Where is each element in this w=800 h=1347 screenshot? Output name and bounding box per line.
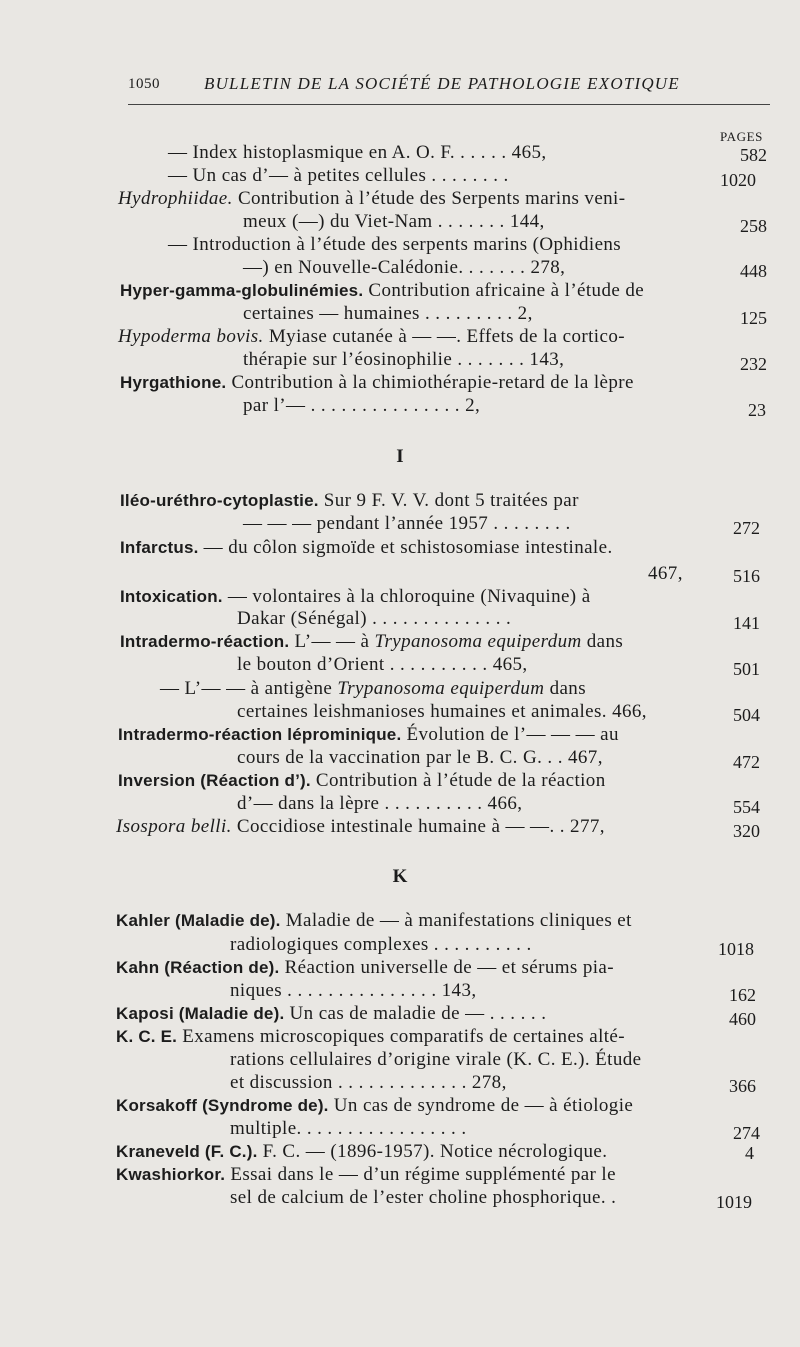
entry-heading: Hypoderma bovis. xyxy=(118,326,264,347)
entry-text: — volontaires à la chloroquine (Nivaquine) à xyxy=(222,586,591,607)
page-ref: 1018 xyxy=(718,939,754,959)
page-ref: 258 xyxy=(740,216,767,236)
index-entry xyxy=(118,188,625,210)
index-entry: d’— dans la lèpre . . . . . . . . . . 466, xyxy=(237,793,523,814)
entry-heading: Infarctus. xyxy=(120,538,199,557)
entry-heading: Isospora belli. xyxy=(116,816,232,837)
page-ref: 554 xyxy=(733,797,760,817)
index-entry: radiologiques complexes . . . . . . . . . . xyxy=(230,934,532,955)
entry-text: Essai dans le — d’un régime supplémenté par le xyxy=(225,1164,616,1185)
index-entry: — — — pendant l’année 1957 . . . . . . . . xyxy=(243,513,571,534)
page-ref: 448 xyxy=(740,261,767,281)
entry-text: — L’— — à antigène xyxy=(160,678,338,699)
index-entry: — Index histoplasmique en A. O. F. . . . . . 465, xyxy=(168,142,547,163)
page-ref: 582 xyxy=(740,145,767,165)
entry-text: Maladie de — à manifestations cliniques et xyxy=(280,910,632,931)
index-entry xyxy=(118,326,625,348)
page-ref: 1019 xyxy=(716,1192,752,1212)
page-ref: 272 xyxy=(733,518,760,538)
entry-heading: Intradermo-réaction. xyxy=(120,632,290,651)
entry-text: Myiase cutanée à — —. Effets de la cortico- xyxy=(263,326,625,347)
entry-heading: Intoxication. xyxy=(120,587,223,606)
index-entry: le bouton d’Orient . . . . . . . . . . 465, xyxy=(237,654,528,675)
entry-heading: Kaposi (Maladie de). xyxy=(116,1004,285,1023)
page-number: 1050 xyxy=(128,76,160,92)
index-entry xyxy=(120,631,623,653)
index-entry: et discussion . . . . . . . . . . . . . 278, xyxy=(230,1072,507,1093)
entry-text: dans xyxy=(581,631,624,652)
index-entry xyxy=(116,1026,625,1048)
index-entry: —) en Nouvelle-Calédonie. . . . . . . 278, xyxy=(243,257,566,278)
index-entry: certaines leishmanioses humaines et animales. 466, xyxy=(237,701,647,722)
index-entry xyxy=(116,1141,607,1163)
index-entry: — Un cas d’— à petites cellules . . . . . . . . xyxy=(168,165,509,186)
entry-text: Contribution africaine à l’étude de xyxy=(363,280,645,301)
index-entry xyxy=(116,1003,546,1025)
entry-text: Un cas de syndrome de — à étiologie xyxy=(328,1095,634,1116)
index-entry xyxy=(120,490,579,512)
page-ref: 23 xyxy=(748,400,766,420)
entry-species: Trypanosoma equiperdum xyxy=(374,631,582,652)
index-entry: multiple. . . . . . . . . . . . . . . . . xyxy=(230,1118,467,1139)
index-entry: meux (—) du Viet-Nam . . . . . . . 144, xyxy=(243,211,545,232)
entry-heading: Hyper-gamma-globulinémies. xyxy=(120,281,364,300)
index-entry: — Introduction à l’étude des serpents marins (Ophidiens xyxy=(168,234,622,255)
entry-text: Coccidiose intestinale humaine à — —. . 277, xyxy=(231,816,605,837)
entry-text: Évolution de l’— — — au xyxy=(401,724,619,745)
index-entry xyxy=(120,280,644,302)
entry-text: Contribution à l’étude des Serpents marins veni- xyxy=(232,188,626,209)
index-entry: 467, xyxy=(648,563,683,584)
entry-heading: Iléo-uréthro-cytoplastie. xyxy=(120,491,319,510)
entry-heading: Kwashiorkor. xyxy=(116,1165,226,1184)
index-entry: cours de la vaccination par le B. C. G. . . 467, xyxy=(237,747,603,768)
entry-heading: K. C. E. xyxy=(116,1027,178,1046)
page-ref: 125 xyxy=(740,308,767,328)
index-entry: certaines — humaines . . . . . . . . . 2, xyxy=(243,303,533,324)
entry-text: dans xyxy=(544,678,586,699)
page-ref: 4 xyxy=(745,1143,754,1163)
section-letter-i: I xyxy=(396,446,404,467)
running-header xyxy=(128,74,768,104)
index-entry xyxy=(116,1164,616,1186)
index-entry xyxy=(116,910,632,932)
entry-text: — du côlon sigmoïde et schistosomiase intestinale. xyxy=(198,537,613,558)
index-entry xyxy=(118,724,619,746)
entry-text: Sur 9 F. V. V. dont 5 traitées par xyxy=(318,490,579,511)
entry-heading: Kraneveld (F. C.). xyxy=(116,1142,258,1161)
index-entry: sel de calcium de l’ester choline phosphorique. . xyxy=(230,1187,617,1208)
page-ref: 232 xyxy=(740,354,767,374)
journal-title: BULLETIN DE LA SOCIÉTÉ DE PATHOLOGIE EXOTIQUE xyxy=(204,74,680,93)
page-ref: 472 xyxy=(733,752,760,772)
index-entry xyxy=(120,537,613,559)
entry-text: F. C. — (1896-1957). Notice nécrologique. xyxy=(257,1141,608,1162)
page-ref: 274 xyxy=(733,1123,760,1143)
page-ref: 501 xyxy=(733,659,760,679)
entry-text: Examens microscopiques comparatifs de certaines alté- xyxy=(177,1026,625,1047)
page-ref: 320 xyxy=(733,821,760,841)
entry-text: Contribution à la chimiothérapie-retard de la lèpre xyxy=(226,372,634,393)
page-ref: 504 xyxy=(733,705,760,725)
entry-heading: Hyrgathione. xyxy=(120,373,227,392)
header-rule xyxy=(128,104,770,105)
index-entry xyxy=(116,816,605,838)
index-entry xyxy=(120,372,634,394)
entry-text: Un cas de maladie de — . . . . . . xyxy=(284,1003,547,1024)
index-entry xyxy=(116,1095,633,1117)
pages-column-heading: PAGES xyxy=(720,129,763,144)
index-entry xyxy=(118,770,606,792)
page-ref: 141 xyxy=(733,613,760,633)
entry-heading: Kahler (Maladie de). xyxy=(116,911,281,930)
index-entry xyxy=(160,678,586,700)
entry-heading: Korsakoff (Syndrome de). xyxy=(116,1096,329,1115)
entry-heading: Hydrophiidae. xyxy=(118,188,233,209)
page-ref: 366 xyxy=(729,1076,756,1096)
section-letter-k: K xyxy=(392,866,408,887)
entry-text: L’— — à xyxy=(289,631,375,652)
entry-heading: Intradermo-réaction léprominique. xyxy=(118,725,402,744)
index-entry xyxy=(116,957,614,979)
page-ref: 162 xyxy=(729,985,756,1005)
entry-heading: Kahn (Réaction de). xyxy=(116,958,280,977)
index-entry: par l’— . . . . . . . . . . . . . . . 2, xyxy=(243,395,481,416)
index-entry: thérapie sur l’éosinophilie . . . . . . . 143, xyxy=(243,349,565,370)
index-entry: niques . . . . . . . . . . . . . . . 143, xyxy=(230,980,477,1001)
entry-heading: Inversion (Réaction d’). xyxy=(118,771,311,790)
page-ref: 460 xyxy=(729,1009,756,1029)
entry-species: Trypanosoma equiperdum xyxy=(337,678,545,699)
page-ref: 1020 xyxy=(720,170,756,190)
entry-text: Contribution à l’étude de la réaction xyxy=(310,770,606,791)
index-entry xyxy=(120,586,591,608)
entry-text: Réaction universelle de — et sérums pia- xyxy=(279,957,614,978)
page-ref: 516 xyxy=(733,566,760,586)
index-entry: Dakar (Sénégal) . . . . . . . . . . . . . . xyxy=(237,608,512,629)
index-entry: rations cellulaires d’origine virale (K. C. E.). Étude xyxy=(230,1049,642,1070)
